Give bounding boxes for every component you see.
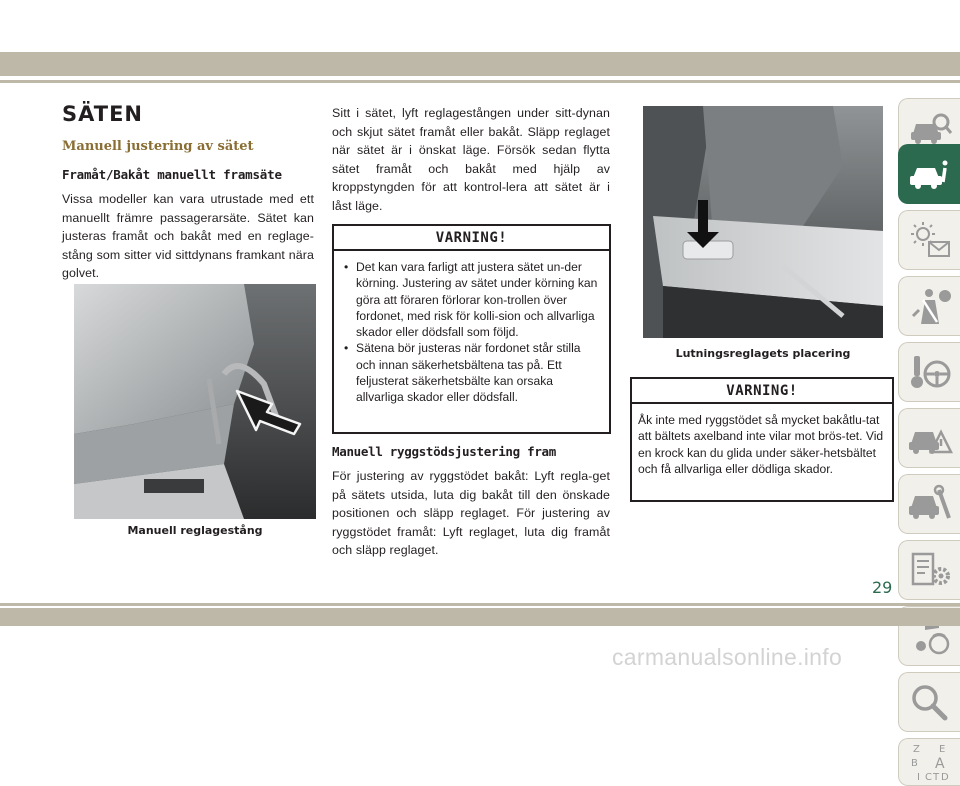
airbag-seatbelt-icon xyxy=(907,286,953,326)
warning-box-1 xyxy=(332,224,611,434)
manual-lever-photo xyxy=(74,284,316,519)
car-warning-triangle-icon xyxy=(907,418,953,458)
subsection-title: Manuell justering av sätet xyxy=(62,139,254,154)
figure2-caption: Lutningsreglagets placering xyxy=(675,347,851,360)
letter: Z xyxy=(912,744,920,755)
tab-key-steering[interactable] xyxy=(898,342,960,402)
warning-title: VARNING! xyxy=(334,226,609,251)
language-letters-icon xyxy=(907,740,953,784)
page-number: 29 xyxy=(872,578,893,597)
recline-heading: Manuell ryggstödsjustering fram xyxy=(332,444,556,459)
warning-item: • Det kan vara farligt att justera sätet un-der körning. Justering av sätet under körning kan göra att föraren förlorar kon-trollen över fordonet, med risk för kolli-sion och allvarliga skador eller dödsfall som följd. xyxy=(344,259,601,340)
tab-index-search[interactable] xyxy=(898,672,960,732)
warning-list xyxy=(334,251,609,412)
warning-title: VARNING! xyxy=(632,379,892,404)
warning-text: Åk inte med ryggstödet så mycket bakåtlu-tat att bältets axelband inte vilar mot brös-tet. Vid en krock kan du glida under säker-hetsbältet och få allvarliga eller dödliga skador. xyxy=(638,413,884,476)
tab-car-warning[interactable] xyxy=(898,408,960,468)
car-magnifier-icon xyxy=(907,110,953,146)
forward-paragraph: Vissa modeller kan vara utrustade med ett manuellt främre passagerarsäte. Sätet kan justeras framåt och bakåt med en reglage-stång som sitter vid sittdynans framkant nära golvet. xyxy=(62,192,314,281)
warning-box-2 xyxy=(630,377,894,502)
specifications-gears-icon xyxy=(907,550,953,590)
tab-warning-lights[interactable] xyxy=(898,210,960,270)
forward-heading: Framåt/Bakåt manuellt framsäte xyxy=(62,167,282,182)
recline-paragraph: För justering av ryggstödet bakåt: Lyft regla-get på sätets utsida, luta dig bakåt till den önskade positionen och släpp reglaget. För justering av ryggstödet framåt: Lyft reglaget, luta dig framåt och släpp reglaget. xyxy=(332,469,610,558)
letter: I xyxy=(916,772,920,783)
letter: D xyxy=(940,772,949,783)
letter: A xyxy=(934,756,945,772)
section-title: SÄTEN xyxy=(62,102,143,126)
manual-lever-illustration xyxy=(74,284,316,519)
watermark: carmanualsonline.info xyxy=(612,644,843,670)
footer-band xyxy=(0,608,960,626)
footer-rule xyxy=(0,603,960,606)
tab-airbag-seatbelt[interactable] xyxy=(898,276,960,336)
tab-specifications[interactable] xyxy=(898,540,960,600)
header-band xyxy=(0,52,960,76)
letter: B xyxy=(910,758,918,769)
tab-car-info[interactable] xyxy=(898,144,960,204)
letter: T xyxy=(932,772,939,783)
recline-lever-illustration xyxy=(643,106,883,338)
middle-paragraph: Sitt i sätet, lyft reglagestången under sitt-dynan och skjut sätet framåt eller bakåt. Släpp reglaget när sätet är i önskat läge. Försök sedan flytta sätet framåt och bakåt med hjälp av kroppstyngden för att kontrol-lera att sätet är i låst läge. xyxy=(332,106,610,213)
tab-car-wrench[interactable] xyxy=(898,474,960,534)
figure1-caption: Manuell reglagestång xyxy=(127,524,263,537)
car-wrench-icon xyxy=(907,484,953,524)
header-rule xyxy=(0,80,960,83)
tab-languages[interactable] xyxy=(898,738,960,786)
recline-lever-photo xyxy=(643,106,883,338)
letter: C xyxy=(924,772,932,783)
warning-lights-message-icon xyxy=(907,220,953,260)
warning-item: • Sätena bör justeras när fordonet står stilla och innan säkerhetsbältena tas på. Ett feljusterat säkerhetsbälte kan orsaka allvarliga skador eller dödsfall. xyxy=(344,340,601,405)
car-info-icon xyxy=(907,156,953,192)
letter: E xyxy=(938,744,945,755)
magnifier-index-icon xyxy=(907,682,953,722)
key-steering-wheel-icon xyxy=(907,352,953,392)
